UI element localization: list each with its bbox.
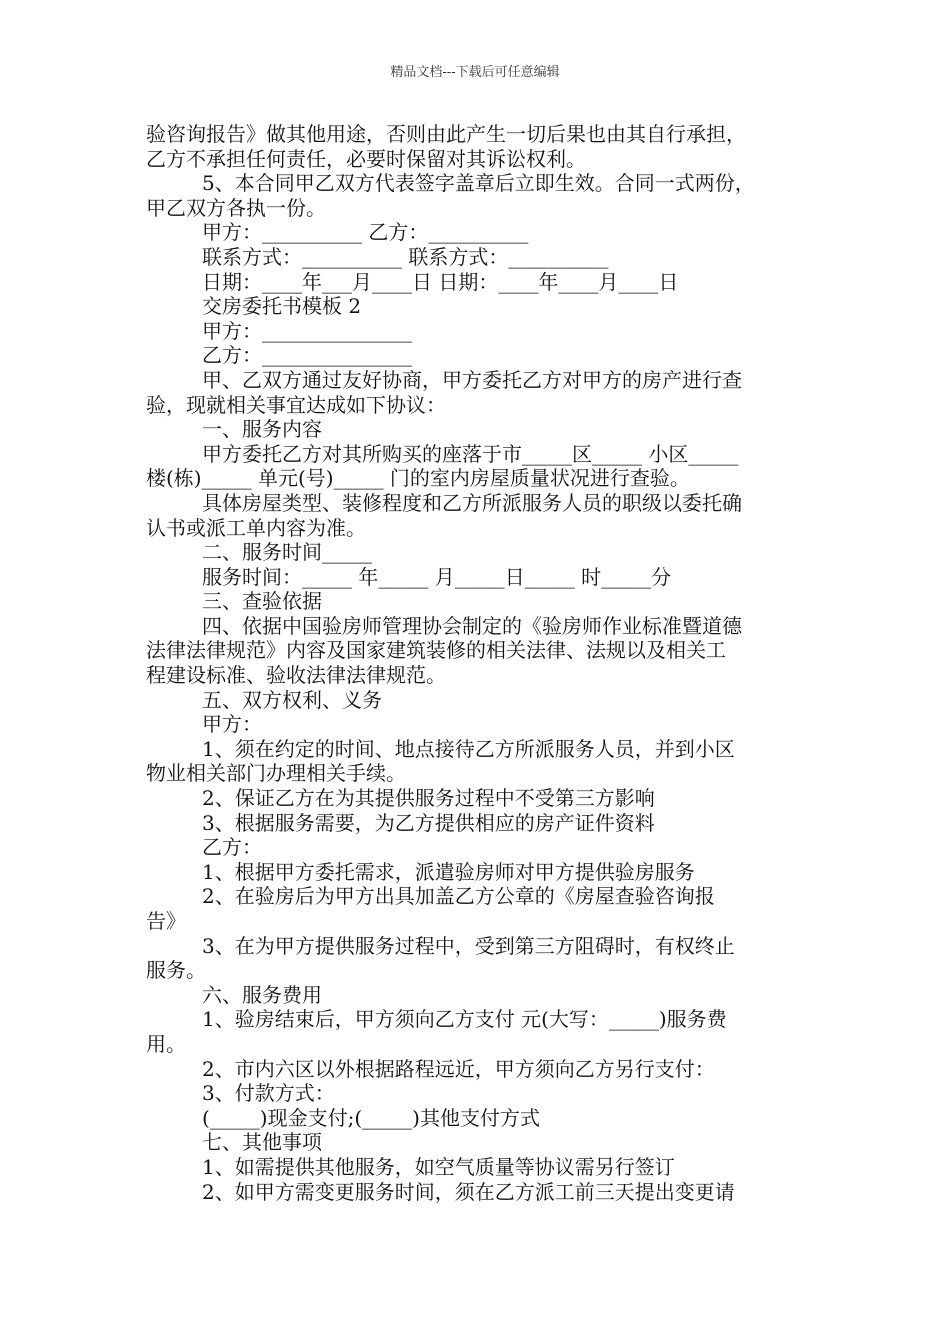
text-line: 1、验房结束后，甲方须向乙方支付 元(大写：_____)服务费 [202, 1007, 727, 1032]
text-line: 1、根据甲方委托需求，派遣验房师对甲方提供验房服务 [202, 859, 695, 884]
text-line: 用。 [146, 1031, 186, 1056]
text-line: 5、本合同甲乙双方代表签字盖章后立即生效。合同一式两份， [202, 171, 755, 196]
text-line: 甲方： [202, 712, 262, 737]
text-line: 三、查验依据 [202, 589, 322, 614]
text-line: 1、须在约定的时间、地点接待乙方所派服务人员，并到小区 [202, 736, 735, 761]
text-line: 日期：____年___月____日 日期：____年____月____日 [202, 269, 679, 294]
text-line: 六、服务费用 [202, 982, 322, 1007]
text-line: 二、服务时间_____ [202, 540, 372, 565]
text-line: (_____)现金支付;(_____)其他支付方式 [202, 1105, 540, 1130]
text-line: 具体房屋类型、装修程度和乙方所派服务人员的职级以委托确 [202, 490, 742, 515]
text-line: 楼(栋)_____ 单元(号)_____ 门的室内房屋质量状况进行查验。 [146, 466, 690, 491]
text-line: 物业相关部门办理相关手续。 [146, 761, 406, 786]
text-line: 一、服务内容 [202, 417, 322, 442]
text-line: 验咨询报告》做其他用途，否则由此产生一切后果也由其自行承担， [146, 122, 746, 146]
text-line: 交房委托书模板 2 [202, 294, 362, 319]
page-header: 精品文档---下载后可任意编辑 [390, 65, 560, 80]
text-line: 服务。 [146, 958, 206, 983]
text-line: 认书或派工单内容为准。 [146, 515, 366, 540]
text-line: 乙方： [202, 835, 262, 860]
text-line: 联系方式：__________ 联系方式：__________ [202, 244, 609, 269]
text-line: 甲、乙双方通过友好协商，甲方委托乙方对甲方的房产进行查 [202, 367, 742, 392]
text-line: 3、在为甲方提供服务过程中，受到第三方阻碍时，有权终止 [202, 933, 735, 958]
text-line: 乙方不承担任何责任，必要时保留对其诉讼权利。 [146, 146, 586, 171]
text-line: 七、其他事项 [202, 1130, 322, 1155]
text-line: 四、依据中国验房师管理协会制定的《验房师作业标准暨道德 [202, 613, 742, 638]
text-line: 甲乙双方各执一份。 [146, 195, 326, 220]
text-line: 2、保证乙方在为其提供服务过程中不受第三方影响 [202, 786, 655, 811]
text-line: 2、市内六区以外根据路程远近，甲方须向乙方另行支付： [202, 1056, 715, 1081]
text-line: 3、根据服务需要，为乙方提供相应的房产证件资料 [202, 810, 655, 835]
text-line: 告》 [146, 909, 186, 933]
document-body [146, 122, 814, 1204]
text-line: 甲方：__________ 乙方：__________ [202, 220, 529, 245]
text-line: 甲方：_______________ [202, 318, 412, 343]
text-line: 五、双方权利、义务 [202, 687, 382, 712]
text-line: 乙方：_______________ [202, 343, 412, 368]
text-line: 程建设标准、验收法律法律规范。 [146, 663, 446, 688]
text-line: 服务时间：_____ 年_____ 月_____日_____ 时_____分 [202, 564, 672, 589]
text-line: 验，现就相关事宜达成如下协议： [146, 392, 446, 417]
text-line: 1、如需提供其他服务，如空气质量等协议需另行签订 [202, 1154, 675, 1179]
text-line: 甲方委托乙方对其所购买的座落于市_____区_____ 小区_____ [202, 441, 739, 466]
text-line: 2、在验房后为甲方出具加盖乙方公章的《房屋查验咨询报 [202, 884, 715, 909]
text-line: 法律法律规范》内容及国家建筑装修的相关法律、法规以及相关工 [146, 638, 726, 663]
text-line: 2、如甲方需变更服务时间，须在乙方派工前三天提出变更请 [202, 1179, 735, 1204]
text-line: 3、付款方式： [202, 1081, 335, 1106]
